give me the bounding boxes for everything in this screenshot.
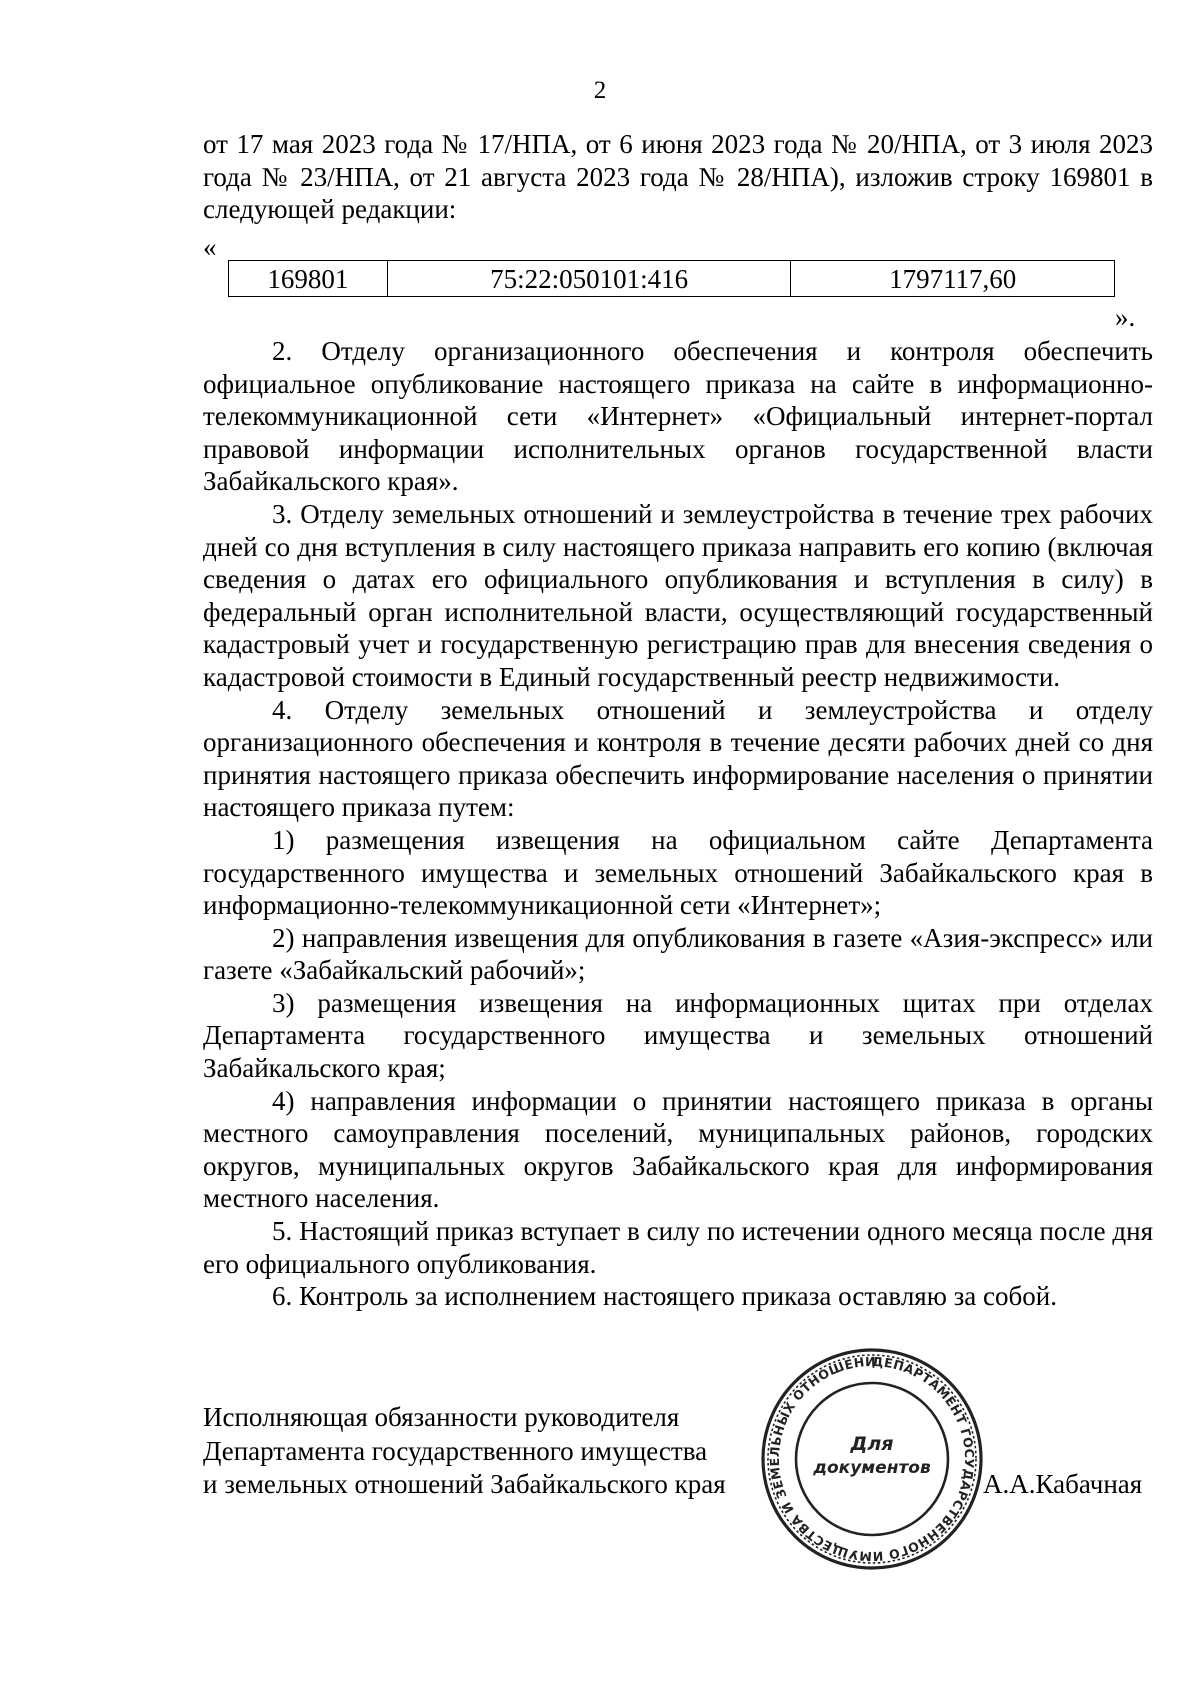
paragraph-3: 3. Отделу земельных отношений и землеустройства в течение трех рабочих дней со дня вступления в силу настоящего приказа направить его копию (включая сведения о датах его официального опубликования и вступления в силу) в федеральный орган исполнительной власти, осуществляющий государственный кадастровый учет и государственную регистрацию прав для внесения сведения о кадастровой стоимости в Единый государственный реестр недвижимости. [203,498,1153,692]
subitem-3: 3) размещения извещения на информационных щитах при отделах Департамента государственного имущества и земельных отношений Забайкальского края; [203,987,1153,1084]
official-seal [758,1345,986,1573]
quote-open: « [203,232,217,262]
table-row [229,261,1115,297]
subitem-2: 2) направления извещения для опубликования в газете «Азия-экспресс» или газете «Забайкальский рабочий»; [203,922,1153,986]
paragraph-4: 4. Отделу земельных отношений и землеустройства и отделу организационного обеспечения и контроля в течение десяти рабочих дней со дня принятия настоящего приказа обеспечить информирование населения о принятии настоящего приказа путем: [203,694,1153,823]
signatory-position-line: и земельных отношений Забайкальского края [203,1469,726,1499]
svg-text:Для: Для [850,1433,894,1455]
svg-text:документов: документов [813,1458,931,1478]
paragraph-5: 5. Настоящий приказ вступает в силу по истечении одного месяца после дня его официального опубликования. [203,1216,1153,1279]
signatory-position-line: Исполняющая обязанности руководителя [203,1402,680,1432]
intro-paragraph-block [203,128,1153,226]
paragraph-2: 2. Отделу организационного обеспечения и контроля обеспечить официальное опубликование настоящего приказа на сайте в информационно-телекоммуникационной сети «Интернет» «Официальный интернет-портал правовой информации исполнительных органов государственной власти Забайкальского края». [203,336,1153,497]
intro-paragraph: от 17 мая 2023 года № 17/НПА, от 6 июня 2023 года № 20/НПА, от 3 июля 2023 года № 23/НПА, от 21 августа 2023 года № 28/НПА), изложив строку 169801 в следующей редакции: [203,129,1153,225]
order-body [203,335,1153,1313]
table-cell-row-number: 169801 [229,261,388,297]
svg-text:ДЕПАРТАМЕНТ ГОСУДАРСТВЕННОГО И: ДЕПАРТАМЕНТ ГОСУДАРСТВЕННОГО ИМУЩЕСТВА И ЗЕМЕЛЬНЫХ ОТНОШЕНИ [766,1353,978,1565]
quote-close: ». [1115,302,1136,332]
signatory-name: А.А.Кабачная [983,1469,1143,1499]
seal-stamp-graphic [758,1345,986,1573]
table-cell-cadastral-value: 1797117,60 [791,261,1115,297]
paragraph-6: 6. Контроль за исполнением настоящего приказа оставляю за собой. [272,1281,1057,1312]
signatory-position [203,1401,726,1502]
cadastral-value-table [228,260,1115,297]
subitem-4: 4) направления информации о принятии настоящего приказа в органы местного самоуправления поселений, муниципальных районов, городских округов, муниципальных округов Забайкальского края для информирования местного населения. [203,1085,1153,1214]
subitem-1: 1) размещения извещения на официальном сайте Департамента государственного имущества и земельных отношений Забайкальского края в информационно-телекоммуникационной сети «Интернет»; [203,824,1153,921]
table-cell-cadastral-number: 75:22:050101:416 [387,261,791,297]
page-number: 2 [593,77,607,104]
signatory-position-line: Департамента государственного имущества [203,1435,708,1466]
